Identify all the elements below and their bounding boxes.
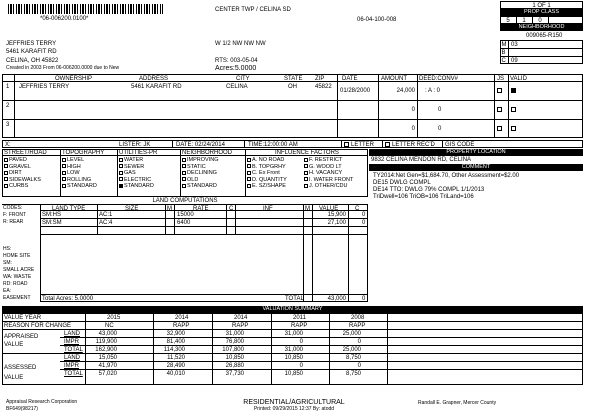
appraised-impr-value: 81,400 [166,339,185,345]
assessed-total-label: TOTAL [64,371,83,377]
transfer-row-1-owner: JEFFRIES TERRY [19,84,70,90]
appraised-impr-value: 119,900 [95,339,117,345]
letter-label: LETTER [351,141,375,148]
land-code: SM: [3,260,12,267]
land-code [3,240,34,247]
influence-b-label: J. OTHER/CDU [309,183,348,189]
land-col-c2: C [355,205,360,212]
influence-header: INFLUENCE FACTORS [275,150,339,156]
appraised-impr-value: 0 [357,339,361,345]
land-row-2-c: 0 [362,220,366,226]
land-code: RD: ROAD [3,280,28,287]
x-field: X: [5,141,11,148]
neighborhood-checkbox[interactable] [182,164,186,168]
col-js: JS [497,75,505,82]
topography-label: LOW [67,170,80,176]
value-year: 2014 [175,315,189,321]
footer-property-type: RESIDENTIAL/AGRICULTURAL [243,399,345,406]
land-col-rate: RATE [193,205,209,212]
land-col-inf: INF [263,205,273,212]
transfer-row-1-num: 1 [6,84,10,90]
appraised-total-value: 162,900 [95,347,117,353]
topography-checkbox[interactable] [62,164,66,168]
influence-a-label: D. QUANTITY [252,176,287,183]
reason-for-change: RAPP [349,323,366,329]
transfer-row-1-city: CELINA [226,84,248,90]
appraised-land-value: 25,000 [342,331,361,337]
appraised-impr-label: IMPR [64,339,79,345]
land-row-1-size: AC:1 [99,212,113,218]
influence-b-label: F. RESTRICT [309,157,343,163]
transfer-row-2-deed: 0 [438,107,442,113]
transfer-row-1-zip: 45822 [315,84,332,90]
rts: RTS: 003-05-04 [215,58,258,64]
property-location-label: PROPERTY LOCATION [369,149,583,156]
side-code-c-value: 09 [511,57,518,64]
influence-a-label: C. Ex Front [252,170,280,176]
street-road-label: PAVED [9,157,27,163]
topography-header: TOPOGRAPHY [62,150,105,156]
topography-checkbox[interactable] [62,177,66,181]
col-deed: DEED:CONV# [419,75,459,82]
transfer-row-1-amount: 24,000 [396,88,415,94]
utilities-checkbox[interactable] [119,158,123,162]
influence-a-label: A. NO ROAD [252,157,285,163]
assessed-total-value: 57,020 [98,371,117,377]
assessed-land-value: 11,520 [167,355,185,361]
transfer-row-3-valid-checkbox[interactable] [511,126,516,131]
assessed-total-value: 10,850 [284,371,303,377]
street-road-header: STREET/ROAD [4,150,47,156]
assessed-land-value: 8,750 [345,355,361,361]
land-code: HS: [3,246,12,253]
col-date: DATE [342,75,358,82]
street-road-label: CURBS [9,183,29,189]
utilities-header: UTILITIES-PR [119,150,158,156]
appraised-total-value: 31,000 [284,347,303,353]
topography-item [62,183,97,190]
transfer-row-2-js-checkbox[interactable] [497,107,502,112]
land-row-1-value: 15,900 [327,212,346,218]
street-road-label: DIRT [9,170,22,176]
appraised-total-value: 114,300 [163,347,185,353]
land-code: WA: WASTE [3,274,32,281]
neighborhood-label: NEIGHBORHOOD [500,24,583,31]
appraised-land-value: 32,900 [166,331,185,337]
col-state: STATE [284,75,303,82]
legal-description: W 1/2 NW NW NW [215,41,266,47]
assessed-impr-value: 0 [357,363,361,369]
land-code: EA: [3,287,12,294]
owner-city: CELINA, OH 45822 [6,58,59,64]
side-code-c: C [501,57,506,64]
land-row-2-rate: 6400 [177,220,191,226]
reason-label: REASON FOR CHANGE [4,323,72,329]
col-city: CITY [236,75,250,82]
assessed-impr-value: 0 [299,363,303,369]
assessed-land-label: LAND [64,355,81,361]
acres: Acres:5.0000 [215,65,257,72]
land-code: HOME SITE [3,253,31,260]
appraised-value-label: VALUE [4,342,24,348]
assessed-impr-value: 41,970 [98,363,117,369]
value-year: 2008 [351,315,365,321]
land-computations-title: LAND COMPUTATIONS [152,198,218,204]
land-col-c: C [229,205,234,212]
transfer-row-2-valid-checkbox[interactable] [511,107,516,112]
assessed-total-value: 37,730 [225,371,244,377]
land-row-1-c: 0 [362,212,366,218]
street-road-checkbox[interactable] [4,171,8,175]
street-road-checkbox[interactable] [4,184,8,188]
assessed-impr-label: IMPR [64,363,79,369]
reason-for-change: RAPP [232,323,249,329]
utilities-list [119,157,154,190]
transfer-row-3-deed: 0 [438,126,442,132]
comment-line-2: DE15 DWLG COMPL [373,180,431,186]
neighborhood-item [182,183,218,190]
side-code-m-value: 03 [511,41,518,48]
street-road-item [4,183,41,190]
appraised-total-value: 25,000 [342,347,361,353]
footer-form-code: BF649(98217) [6,406,38,412]
utilities-label: SEWER [124,163,145,170]
parcel-number: 06-04-100-008 [357,17,397,23]
land-codes [3,205,34,302]
neighborhood-label: STANDARD [187,183,217,189]
influence-b-item [304,183,353,190]
transfer-row-1-state: OH [288,84,297,90]
page-text: 1 OF 1 [532,2,551,9]
utilities-checkbox[interactable] [119,177,123,181]
transfer-row-3-amount: 0 [411,126,415,132]
utilities-label: GAS [124,170,136,176]
influence-b-checkbox[interactable] [304,158,308,162]
transfer-row-2-num: 2 [6,103,10,109]
neighborhood-label: OLD [187,176,199,183]
land-code [3,226,34,233]
appraised-total-value: 107,800 [222,347,244,353]
street-road-checkbox[interactable] [4,164,8,168]
land-total-value: 43,000 [327,296,346,302]
appraised-impr-value: 0 [299,339,303,345]
neighborhood-header: NEIGHBORHOOD [182,150,233,156]
comment-line-1: TY2014:Net Gen=$1,684.70, Other Assessment=$2.00 [373,173,520,179]
topography-label: STANDARD [67,183,97,189]
influence-b-label: H. VACANCY [309,170,343,176]
assessed-total-value: 40,010 [166,371,185,377]
topography-checkbox[interactable] [62,171,66,175]
land-code: EASEMENT [3,294,31,301]
comment-line-4: TriDwell=106 TriOB=106 TriLand=106 [373,194,474,200]
influence-a-checkbox[interactable] [247,177,251,181]
neighborhood-list [182,157,218,190]
letter-checkbox[interactable] [344,142,349,147]
land-row-2-size: AC:4 [99,220,113,226]
list-date: DATE: 02/24/2014 [176,141,225,148]
letter-recd-label: LETTER REC'D [392,141,435,148]
utilities-label: WATER [124,157,144,163]
neighborhood-label: IMPROVING [187,157,219,163]
neighborhood-value: 009065-R150 [526,33,563,39]
transfer-row-1-valid-checkbox[interactable] [511,88,516,93]
transfer-row-3-num: 3 [6,122,10,128]
utilities-checkbox[interactable] [119,164,123,168]
gis-code: GIS CODE [445,141,475,148]
influence-b-label: I. WATER FRONT [309,176,354,183]
topography-checkbox[interactable] [62,184,66,188]
topography-label: ROLLING [67,176,92,183]
neighborhood-checkbox[interactable] [182,184,186,188]
appraised-land-label: LAND [64,331,81,337]
land-col-m2: M [305,205,310,212]
land-col-size: SIZE [125,205,139,212]
influence-a-checkbox[interactable] [247,164,251,168]
utilities-label: ELECTRIC [124,176,152,183]
property-location-value: 9832 CELINA MENDON RD, CELINA [371,157,472,163]
transfer-row-1-address: 5461 KARAFIT RD [131,84,182,90]
influence-b-checkbox[interactable] [304,177,308,181]
value-year: 2015 [107,315,121,321]
influence-b-checkbox[interactable] [304,171,308,175]
barcode-text: *06-006200.0100* [40,16,89,22]
col-valid: VALID [510,75,527,82]
street-road-label: SIDEWALKS [9,176,41,183]
street-road-label: GRAVEL [9,163,31,170]
transfer-row-2-amount: 0 [411,107,415,113]
neighborhood-label: DECLINING [187,170,217,176]
transfer-row-3-js-checkbox[interactable] [497,126,502,131]
total-acres: Total Acres: 5.0000 [42,296,94,302]
value-year: 2014 [234,315,248,321]
col-amount: AMOUNT [381,75,407,82]
neighborhood-checkbox[interactable] [182,158,186,162]
utilities-checkbox[interactable] [119,184,123,188]
side-code-b: B [501,49,506,56]
land-col-type: LAND TYPE [52,205,86,212]
appraised-impr-value: 76,800 [225,339,244,345]
neighborhood-checkbox[interactable] [182,177,186,181]
land-code: CODES: [3,205,23,211]
prop-class-2: 1 [522,17,526,24]
land-row-1-type: SM:HS [42,212,62,218]
assessed-value-label: VALUE [4,375,24,381]
transfer-row-1-js-checkbox[interactable] [497,88,502,93]
influence-list-a [247,157,287,190]
utilities-label: STANDARD [124,183,154,189]
influence-a-checkbox[interactable] [247,171,251,175]
created-note: Created in 2003 From 06-006200.0000 due to New [6,65,120,71]
land-row-2-type: SM:SM [42,220,62,226]
assessed-land-value: 10,850 [284,355,303,361]
value-year-label: VALUE YEAR [4,315,42,321]
assessed-land-value: 10,850 [225,355,244,361]
land-total-label: TOTAL [285,296,304,302]
influence-a-checkbox[interactable] [247,184,251,188]
neighborhood-label: STATIC [187,163,206,170]
land-row-2-value: 27,100 [327,220,346,226]
influence-a-checkbox[interactable] [247,158,251,162]
influence-list-b [304,157,353,190]
land-col-value: VALUE [319,205,339,212]
valuation-summary-title: VALUATION SUMMARY [2,306,583,313]
side-code-m: M [501,41,507,48]
list-time: TIME:12:00:00 AM [248,141,298,148]
neighborhood-checkbox[interactable] [182,171,186,175]
appraised-land-value: 43,000 [98,331,117,337]
topography-checkbox[interactable] [62,158,66,162]
footer-printed: Printed: 09/29/2015 12:37 By: atodd [253,406,335,412]
reason-for-change: RAPP [173,323,190,329]
influence-b-label: G. WOOD LT [309,163,342,170]
footer-county: Randall E. Grapner, Mercer County [418,400,497,406]
land-col-m: M [167,205,172,212]
prop-class-1: 5 [506,17,510,24]
value-year: 2011 [293,315,306,321]
comment-label: COMMENT [369,164,583,171]
land-code: SMALL ACRE [3,267,35,274]
street-road-checkbox[interactable] [4,158,8,162]
influence-b-checkbox[interactable] [304,164,308,168]
assessed-impr-value: 28,490 [166,363,185,369]
reason-for-change: NC [105,323,114,329]
appraised-land-value: 31,000 [284,331,303,337]
appraised-total-label: TOTAL [64,347,83,353]
col-zip: ZIP [315,75,325,82]
land-total-c: 0 [362,296,366,302]
prop-class-3: 0 [538,17,542,24]
transfer-row-1-date: 01/28/2000 [340,88,371,94]
district: CENTER TWP / CELINA SD [215,7,291,13]
land-code [3,233,34,240]
reason-for-change: RAPP [291,323,308,329]
influence-a-label: B. TOPGRHY [252,163,286,170]
influence-a-label: E. SZ/SHAPE [252,183,286,189]
topography-list [62,157,97,190]
footer-company: Appraisal Research Corporation [6,399,78,405]
owner-address: 5461 KARAFIT RD [6,49,57,55]
land-row-1-rate: 15000 [177,212,194,218]
appraised-label: APPRAISED [4,334,39,340]
topography-label: LEVEL [67,157,85,163]
lister: LISTER: JK [119,141,151,148]
land-code: R: REAR [3,218,24,225]
land-code: F: FRONT [3,211,27,218]
influence-b-checkbox[interactable] [304,184,308,188]
assessed-total-value: 8,750 [345,371,361,377]
street-road-list [4,157,41,190]
assessed-land-value: 15,050 [98,355,117,361]
appraised-land-value: 31,000 [225,331,244,337]
prop-class-label: PROP CLASS [500,9,583,16]
owner-name: JEFFRIES TERRY [6,41,57,47]
influence-a-item [247,183,287,190]
transfer-row-1-deed: : A : 0 [425,88,441,94]
col-address: ADDRESS [139,75,169,82]
utilities-checkbox[interactable] [119,171,123,175]
assessed-label: ASSESSED [4,365,37,371]
utilities-item [119,183,154,190]
topography-label: HIGH [67,163,81,170]
col-ownership: OWNERSHIP [55,75,93,82]
assessed-impr-value: 26,880 [225,363,244,369]
comment-line-3: DE14 TTO: DWLG 79% COMPL 1/1/2013 [373,187,485,193]
barcode [8,4,163,14]
street-road-checkbox[interactable] [4,177,8,181]
letter-recd-checkbox[interactable] [385,142,390,147]
